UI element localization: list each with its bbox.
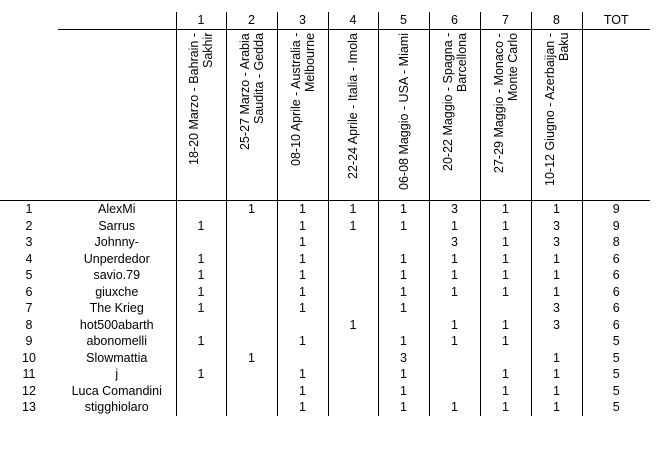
rank-cell: 1 [25,202,33,216]
table-row [0,350,650,367]
rank-cell: 9 [25,334,33,348]
tot-cell: 9 [582,201,650,218]
race-label: 25-27 Marzo - Arabia Saudita - Gedda [237,32,266,150]
score-cell: 1 [378,366,429,383]
score-cell: 1 [531,201,582,218]
table-row [0,201,650,218]
score-cell: 1 [277,251,328,268]
score-cell: 1 [277,366,328,383]
score-cell [328,284,378,301]
score-cell: 1 [378,201,429,218]
player-name: Unperdedor [83,251,150,266]
table-row [0,251,650,268]
score-cell: 3 [531,234,582,251]
race-header [328,30,378,201]
tot-cell: 6 [582,251,650,268]
score-cell: 1 [480,333,531,350]
score-cell [277,350,328,367]
race-label: 06-08 Maggio - USA - Miami [396,32,411,190]
empty-corner [0,30,58,201]
table-row [0,383,650,400]
column-number: 3 [277,12,328,30]
player-name: savio.79 [93,268,141,282]
score-cell [429,350,480,367]
score-cell [328,251,378,268]
rank-cell: 4 [25,251,33,266]
score-cell: 1 [429,333,480,350]
score-cell: 1 [176,300,226,317]
score-cell: 1 [531,399,582,416]
score-cell: 1 [277,234,328,251]
score-cell: 1 [378,383,429,400]
tot-cell: 5 [582,333,650,350]
table-row [0,234,650,251]
score-cell: 1 [429,251,480,268]
player-name: giuxche [95,284,139,299]
score-cell [176,383,226,400]
score-cell: 1 [277,300,328,317]
score-cell: 1 [328,201,378,218]
score-cell [176,234,226,251]
score-cell: 1 [531,350,582,367]
score-cell: 1 [176,366,226,383]
score-cell: 1 [480,267,531,284]
score-cell [328,399,378,416]
score-cell [328,350,378,367]
table-row [0,366,650,383]
score-cell: 1 [480,317,531,334]
score-cell: 1 [480,234,531,251]
table-row [0,300,650,317]
score-cell: 1 [176,267,226,284]
score-cell: 1 [277,201,328,218]
column-number: 5 [378,12,429,30]
score-cell [226,383,277,400]
score-cell [429,300,480,317]
score-cell [226,333,277,350]
score-cell [480,300,531,317]
column-number: 7 [480,12,531,30]
player-name: Sarrus [98,218,136,233]
score-cell: 1 [480,218,531,235]
race-label: 20-22 Maggio - Spagna - Barcellona [440,32,469,171]
score-cell: 1 [429,399,480,416]
score-cell [328,234,378,251]
score-cell [226,284,277,301]
race-label: 27-29 Maggio - Monaco - Monte Carlo [491,32,520,173]
score-cell: 1 [429,317,480,334]
tot-cell: 9 [582,218,650,235]
score-cell: 1 [328,317,378,334]
score-cell: 3 [429,234,480,251]
score-cell: 1 [277,333,328,350]
score-cell: 1 [378,267,429,284]
score-cell: 1 [226,350,277,367]
race-header-row [0,30,650,201]
score-cell: 1 [378,300,429,317]
score-cell: 1 [176,284,226,301]
score-cell: 1 [378,218,429,235]
score-cell [226,317,277,334]
tot-cell: 6 [582,284,650,301]
table-row [0,399,650,416]
column-number: 1 [176,12,226,30]
score-cell [176,350,226,367]
score-cell [226,251,277,268]
column-number-row [0,12,650,30]
score-cell: 1 [429,218,480,235]
player-name: j [115,367,119,381]
score-cell: 1 [531,267,582,284]
score-cell [328,300,378,317]
score-cell: 1 [429,284,480,301]
score-cell [378,234,429,251]
score-cell: 1 [176,251,226,268]
tot-cell: 5 [582,366,650,383]
score-cell: 1 [531,284,582,301]
score-cell: 1 [480,383,531,400]
tot-cell: 8 [582,234,650,251]
tot-cell: 5 [582,399,650,416]
empty-corner [58,12,176,30]
score-cell: 1 [531,383,582,400]
score-cell: 1 [277,399,328,416]
race-header [531,30,582,201]
score-cell: 3 [429,201,480,218]
score-cell [429,366,480,383]
table-row [0,267,650,284]
column-number: 2 [226,12,277,30]
standings-table [0,12,650,416]
score-cell [328,267,378,284]
player-name: abonomelli [86,334,147,348]
race-header [277,30,328,201]
race-label: 22-24 Aprile - Italia - Imola [346,32,360,179]
score-cell: 1 [480,399,531,416]
rank-cell: 10 [22,350,36,365]
player-name: stigghiolaro [84,400,149,414]
race-header [226,30,277,201]
score-cell [531,333,582,350]
player-name: Johnny- [94,235,139,249]
score-cell [176,399,226,416]
score-cell [378,317,429,334]
table-row [0,218,650,235]
rank-cell: 2 [25,218,33,233]
player-name: The Krieg [89,301,144,315]
player-name: Slowmattia [86,350,148,365]
column-number: 8 [531,12,582,30]
score-cell: 1 [176,218,226,235]
score-cell: 1 [378,399,429,416]
score-cell [176,317,226,334]
race-header [176,30,226,201]
score-cell: 1 [480,366,531,383]
score-cell [328,383,378,400]
score-cell: 3 [531,317,582,334]
race-label: 10-12 Giugno - Azerbaijan - Baku [542,32,571,186]
score-cell [328,366,378,383]
score-cell: 1 [480,251,531,268]
race-header [480,30,531,201]
score-cell [226,366,277,383]
score-cell: 1 [277,383,328,400]
score-cell: 1 [480,284,531,301]
score-cell: 1 [531,366,582,383]
column-number: 4 [328,12,378,30]
score-cell: 1 [277,284,328,301]
player-name: Luca Comandini [71,383,162,398]
score-cell: 1 [378,251,429,268]
score-cell: 3 [378,350,429,367]
score-cell [226,234,277,251]
race-label: 18-20 Marzo - Bahrain - Sakhir [187,32,215,165]
rank-cell: 5 [25,268,33,282]
tot-cell: 5 [582,383,650,400]
score-cell [429,383,480,400]
player-name: hot500abarth [79,317,154,332]
score-cell [226,300,277,317]
tot-header: TOT [582,12,650,30]
race-label: 08-10 Aprile - Australia - Melbourne [288,32,317,166]
table-row [0,317,650,334]
rank-cell: 8 [25,317,33,332]
score-cell: 3 [531,300,582,317]
score-cell: 1 [277,218,328,235]
table-row [0,284,650,301]
tot-cell: 6 [582,267,650,284]
score-cell [226,399,277,416]
rank-cell: 12 [22,383,36,398]
rank-cell: 13 [22,400,36,414]
score-cell: 1 [429,267,480,284]
score-cell: 1 [480,201,531,218]
empty-corner [0,12,58,30]
score-cell [480,350,531,367]
score-cell: 1 [277,267,328,284]
score-cell: 1 [328,218,378,235]
score-cell: 3 [531,218,582,235]
race-header [378,30,429,201]
score-cell [226,218,277,235]
score-cell [226,267,277,284]
rank-cell: 6 [25,284,33,299]
tot-cell: 6 [582,317,650,334]
column-number: 6 [429,12,480,30]
score-cell: 1 [176,333,226,350]
tot-header-spacer [582,30,650,201]
score-cell: 1 [378,284,429,301]
score-cell [328,333,378,350]
empty-corner [58,30,176,201]
tot-cell: 5 [582,350,650,367]
score-cell: 1 [226,201,277,218]
rank-cell: 11 [22,367,36,381]
rank-cell: 3 [25,235,33,249]
rank-cell: 7 [25,301,33,315]
score-cell [277,317,328,334]
score-cell: 1 [531,251,582,268]
score-cell [176,201,226,218]
score-cell: 1 [378,333,429,350]
race-header [429,30,480,201]
tot-cell: 6 [582,300,650,317]
player-name: AlexMi [97,202,136,216]
table-row [0,333,650,350]
